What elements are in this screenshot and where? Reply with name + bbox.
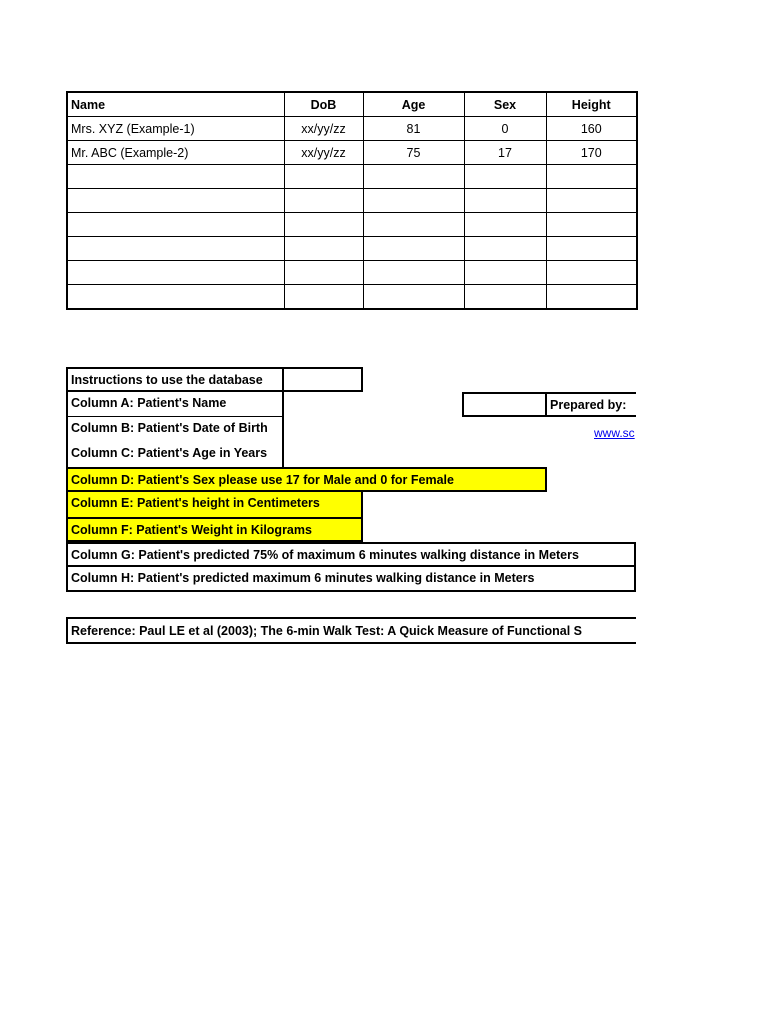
table-row [67,117,637,141]
cell-name[interactable]: Mr. ABC (Example-2) [67,141,284,165]
cell-name[interactable] [67,213,284,237]
cell-height[interactable]: 160 [546,117,637,141]
cell-name[interactable]: Mrs. XYZ (Example-1) [67,117,284,141]
cell-height[interactable] [546,165,637,189]
cell-sex[interactable]: 0 [464,117,546,141]
table-header-row [67,92,637,117]
table-row [67,165,637,189]
instruction-line-g[interactable]: Column G: Patient's predicted 75% of maximum 6 minutes walking distance in Meters [66,542,636,567]
cell-name[interactable] [67,261,284,285]
cell-dob[interactable] [284,189,363,213]
cell-dob[interactable] [284,213,363,237]
cell-dob[interactable]: xx/yy/zz [284,117,363,141]
cell-height[interactable] [546,213,637,237]
cell-height[interactable]: 170 [546,141,637,165]
cell-age[interactable] [363,261,464,285]
table-row [67,261,637,285]
cell-sex[interactable] [464,261,546,285]
cell-age[interactable] [363,189,464,213]
cell-dob[interactable] [284,285,363,310]
cell-height[interactable] [546,189,637,213]
cell-sex[interactable] [464,165,546,189]
cell-name[interactable] [67,237,284,261]
header-dob[interactable]: DoB [284,92,363,117]
cell-dob[interactable] [284,237,363,261]
website-link[interactable]: www.sc [594,426,635,440]
cell-sex[interactable]: 17 [464,141,546,165]
header-name[interactable]: Name [67,92,284,117]
instructions-title-side-cell[interactable] [282,367,363,392]
cell-height[interactable] [546,285,637,310]
table-row [67,237,637,261]
patient-table [66,91,638,310]
cell-sex[interactable] [464,189,546,213]
cell-height[interactable] [546,261,637,285]
cell-age[interactable]: 75 [363,141,464,165]
instruction-line-c[interactable]: Column C: Patient's Age in Years [66,442,284,467]
cell-sex[interactable] [464,285,546,310]
cell-dob[interactable] [284,165,363,189]
cell-age[interactable] [363,285,464,310]
cell-age[interactable]: 81 [363,117,464,141]
cell-height[interactable] [546,237,637,261]
reference-text[interactable]: Reference: Paul LE et al (2003); The 6-min Walk Test: A Quick Measure of Functional S [66,617,636,644]
cell-dob[interactable]: xx/yy/zz [284,141,363,165]
prepared-by-label[interactable]: Prepared by: [547,392,636,417]
cell-age[interactable] [363,237,464,261]
prepared-by-blank-cell[interactable] [462,392,547,417]
header-sex[interactable]: Sex [464,92,546,117]
instructions-title[interactable]: Instructions to use the database [66,367,284,392]
cell-age[interactable] [363,213,464,237]
instruction-line-a[interactable]: Column A: Patient's Name [66,392,284,417]
table-row [67,213,637,237]
table-row [67,141,637,165]
table-row [67,189,637,213]
header-age[interactable]: Age [363,92,464,117]
instruction-line-h[interactable]: Column H: Patient's predicted maximum 6 minutes walking distance in Meters [66,567,636,592]
instruction-line-b[interactable]: Column B: Patient's Date of Birth [66,417,284,442]
cell-sex[interactable] [464,213,546,237]
cell-dob[interactable] [284,261,363,285]
instruction-line-e[interactable]: Column E: Patient's height in Centimeters [66,492,363,517]
cell-name[interactable] [67,285,284,310]
instruction-line-f[interactable]: Column F: Patient's Weight in Kilograms [66,517,363,542]
instruction-line-d[interactable]: Column D: Patient's Sex please use 17 for Male and 0 for Female [66,467,547,492]
cell-name[interactable] [67,189,284,213]
cell-name[interactable] [67,165,284,189]
header-height[interactable]: Height [546,92,637,117]
cell-age[interactable] [363,165,464,189]
cell-sex[interactable] [464,237,546,261]
table-row [67,285,637,310]
